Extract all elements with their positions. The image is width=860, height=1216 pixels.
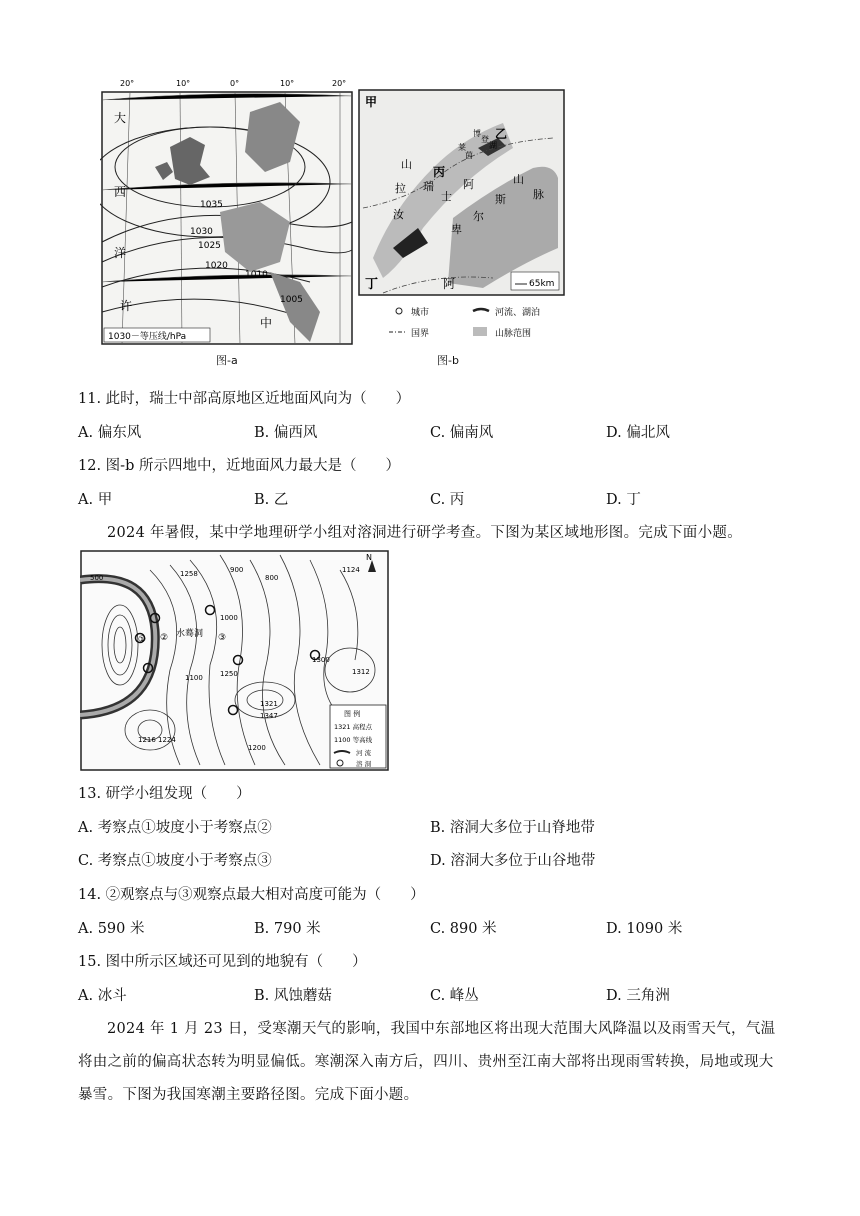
range-label: 脉 <box>533 188 544 201</box>
legend-cave: 溶 洞 <box>356 760 372 768</box>
contour-label: 900 <box>230 566 244 574</box>
question-12-stem: 12. 图-b 所示四地中，近地面风力最大是（ ） <box>78 458 400 474</box>
lon-label: 10° <box>176 79 191 88</box>
contour-label: 1300 <box>312 656 330 664</box>
range-label: 山 <box>401 158 412 171</box>
isobar-label: 1035 <box>200 200 223 210</box>
point-3: ③ <box>218 633 227 643</box>
range-label: 尔 <box>473 210 484 223</box>
legend-spot: 1321 高程点 <box>334 723 373 731</box>
region-label: 中 <box>260 316 273 330</box>
figure-c-map <box>80 550 390 772</box>
place-bing: 丙 <box>433 165 446 179</box>
figure-a-caption: 图-a <box>216 354 238 367</box>
range-label: 阿 <box>463 178 474 191</box>
q14-option-c[interactable]: C. 890 米 <box>430 921 497 937</box>
spot-height: 1250 <box>220 670 238 678</box>
region-label: 洋 <box>114 246 127 260</box>
q12-option-d[interactable]: D. 丁 <box>606 492 641 508</box>
contour-label: 1100 <box>185 674 203 682</box>
country-label: 士 <box>441 190 452 203</box>
point-1: ① <box>138 635 147 645</box>
figure-a-map <box>100 72 355 348</box>
legend-river: 河 流 <box>356 749 372 757</box>
q15-option-d[interactable]: D. 三角洲 <box>606 988 670 1004</box>
lake-label: 登 <box>481 135 489 144</box>
legend-city: 城市 <box>411 308 430 318</box>
lon-label: 10° <box>280 79 295 88</box>
q13-option-d[interactable]: D. 溶洞大多位于山谷地带 <box>430 853 596 869</box>
range-label: 卑 <box>451 223 462 236</box>
figure-b <box>353 88 568 344</box>
spot-height: 1321 <box>260 700 278 708</box>
contour-label: 800 <box>265 574 279 582</box>
place-yi: 乙 <box>495 127 508 141</box>
intro-cold-wave: 2024 年 1 月 23 日，受寒潮天气的影响，我国中东部地区将出现大范围大风降温以及雨雪天气，气温将由之前的偏高状态转为明显偏低。寒潮深入南方后，四川、贵州至江南大部将出现雨雪转换，局地或现大暴雪。下图为我国寒潮主要路径图。完成下面小题。 <box>78 1021 776 1103</box>
lake-label: 博 <box>473 129 481 138</box>
isobar-label: 1005 <box>280 295 303 305</box>
spot-height: 1312 <box>352 668 370 676</box>
isobar-label: 1030 <box>190 227 213 237</box>
question-15-stem: 15. 图中所示区域还可见到的地貌有（ ） <box>78 954 367 970</box>
q13-option-a[interactable]: A. 考察点①坡度小于考察点② <box>78 820 272 836</box>
q14-option-a[interactable]: A. 590 米 <box>78 921 145 937</box>
question-14-stem: 14. ②观察点与③观察点最大相对高度可能为（ ） <box>78 887 425 903</box>
range-label: 汝 <box>393 208 404 221</box>
q14-option-d[interactable]: D. 1090 米 <box>606 921 683 937</box>
q13-option-c[interactable]: C. 考察点①坡度小于考察点③ <box>78 853 272 869</box>
figure-b-caption: 图-b <box>437 354 459 367</box>
q11-option-c[interactable]: C. 偏南风 <box>430 425 494 441</box>
range-label: 山 <box>513 173 524 186</box>
legend-border: 国界 <box>411 329 430 339</box>
contour-label: 500 <box>90 574 104 582</box>
q12-option-b[interactable]: B. 乙 <box>254 492 289 508</box>
north-arrow: N <box>366 553 372 562</box>
q11-option-b[interactable]: B. 偏西风 <box>254 425 318 441</box>
question-11-stem: 11. 此时，瑞士中部高原地区近地面风向为（ ） <box>78 391 411 407</box>
lake-label: 湖 <box>489 141 497 150</box>
figure-b-map <box>353 88 568 344</box>
legend-title: 图 例 <box>344 710 361 718</box>
isobar-label: 1010 <box>245 270 268 280</box>
point-2: ② <box>160 633 169 643</box>
contour-label: 1000 <box>220 614 238 622</box>
q12-option-a[interactable]: A. 甲 <box>78 492 113 508</box>
isobar-label: 1020 <box>205 261 228 271</box>
intro-cave: 2024 年暑假，某中学地理研学小组对溶洞进行研学考查。下图为某区域地形图。完成下面小题。 <box>107 525 743 541</box>
legend-river-lake: 河流、湖泊 <box>495 308 541 318</box>
q11-option-a[interactable]: A. 偏东风 <box>78 425 142 441</box>
contour-label: 1200 <box>248 744 266 752</box>
cave-name: 水蓦洞 <box>176 629 204 639</box>
place-jia: 甲 <box>365 95 378 109</box>
q15-option-c[interactable]: C. 峰丛 <box>430 988 479 1004</box>
river-label: 茵 <box>465 151 473 160</box>
range-label: 拉 <box>395 182 406 195</box>
region-label: 大 <box>114 111 127 125</box>
range-label: 斯 <box>495 193 506 206</box>
range-label: 阿 <box>443 277 456 291</box>
region-label: 许 <box>120 299 133 313</box>
figure-a <box>100 72 355 348</box>
q15-option-b[interactable]: B. 风蚀蘑菇 <box>254 988 332 1004</box>
q13-option-b[interactable]: B. 溶洞大多位于山脊地带 <box>430 820 595 836</box>
lon-label: 0° <box>230 79 240 88</box>
spot-height: 1224 <box>158 736 176 744</box>
spot-height: 1258 <box>180 570 198 578</box>
legend-mountain: 山脉范围 <box>495 329 532 339</box>
scale-label: 65km <box>529 279 555 289</box>
q11-option-d[interactable]: D. 偏北风 <box>606 425 670 441</box>
lon-label: 20° <box>332 79 347 88</box>
spot-height: 1124 <box>342 566 360 574</box>
figure-a-legend: 1030－等压线/hPa <box>108 332 187 342</box>
question-13-stem: 13. 研学小组发现（ ） <box>78 786 251 802</box>
river-label: 莱 <box>458 143 466 152</box>
spot-height: 1216 <box>138 736 156 744</box>
spot-height: 1347 <box>260 712 278 720</box>
q15-option-a[interactable]: A. 冰斗 <box>78 988 127 1004</box>
region-label: 西 <box>114 185 127 199</box>
place-ding: 丁 <box>365 277 379 292</box>
isobar-label: 1025 <box>198 241 221 251</box>
legend-contour: 1100 等高线 <box>334 736 373 744</box>
q14-option-b[interactable]: B. 790 米 <box>254 921 321 937</box>
figure-c <box>80 550 390 772</box>
q12-option-c[interactable]: C. 丙 <box>430 492 465 508</box>
lon-label: 20° <box>120 79 135 88</box>
country-label: 瑞 <box>423 180 434 193</box>
